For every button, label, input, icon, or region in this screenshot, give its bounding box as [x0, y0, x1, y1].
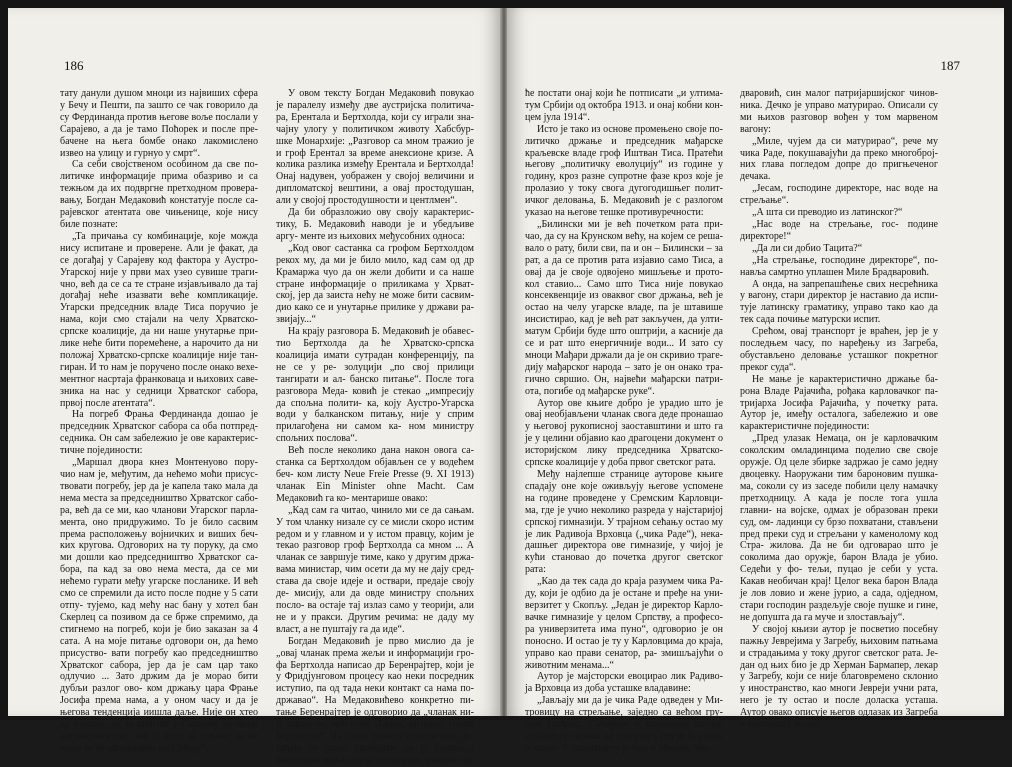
paragraph: „На стрељање, господине директоре“, по- навља самртно уплашен Миле Брадваровић. — [740, 254, 938, 278]
paragraph: ће постати онај који ће потписати „и ултима- тум Србији од октобра 1913. и онај кобни кон- цем јула 1914“. — [525, 88, 723, 123]
paragraph: Са себи својственом особином да све по- литичке информације прима обазриво и са тежњом да их подвргне претходном провера- вању, Богдан Медаковић констатује после са- рајевског атентата ове чињенице, које нису биле познате: — [60, 159, 258, 230]
right-page-column-2 — [740, 88, 938, 731]
paragraph: „Пред улазак Немаца, он је карловачким соколским омладинцима поделио све своје оружје. Од целе збирке задржао је само једну двоцевку. Наоружани тим бароновим пушка- ма, соколи су из заседе побили целу намачку претходницу. А када је после тога ушла главни- на војске, одмах је образован преки суд, ом- ладинци су брзо похватани, стављени пред преки суд и стрељани у каменолому код Стра- жилова. Да не би одговарао што је соколима дао оружје, барон Влада је убио. Седећи у фо- тељи, пуцао је себи у уста. Какав необичан крај! Целог века барон Влада је лов ловио и жене јурио, а сада, одједном, стари господин раздељује своје пушке и гине, не допушта да га муче и злостављају“. — [740, 433, 938, 623]
paragraph: тату данули душом мноци из највиших сфера у Бечу и Пешти, па зашто се чак говорило да су Фердинанда против његове воље послали у Сарајево, а да је тамо Поћорек и после пре- бачене на њега бомбе онако лакомислено извео на улицу и гурнуо у смрт“. — [60, 88, 258, 159]
paragraph: „Маршал двора кнез Монтенуово пору- чио нам је, међутим, да нећемо моћи присус- твовати погребу, јер да је капела тако мала да нема места за председништво Хрватског сабо- ра, већ да се ми, као чланови Угарског парла- мента, оно придружимо. То је било сасвим према расположењу војничких и виших беч- ких кругова. Одговорих на ту поруку, да смо ми дошли као председништво Хрватског са- бора, па кад за ово нема места, да се ми нећемо гурати међу угарске посланике. И већ смо се спремили да исто после подне у 5 сати отпу- тујемо, кад мећу нас бану у хотел бан Скерлец са позивом да се брже спремимо, да стигнемо на погреб, који је био заказан за 4 сата. А на моје питање одговори он, да ћемо присуство- вати погребу као председништво Хрватског сабора, јер да је сам цар тако одлучио ... Зато држим да је морао бити дубљи разлог ово- ком држању цара Фрање Јосифа према нама, а у оном часу и да је његова тенденција иишла даље. Није он хтео да покаже, да за атентат у Сарајеву не чини одговорним нас, већ је хтео да покаже да не чини за то одговорном ни Србију“. — [60, 457, 258, 754]
paragraph: „Јављају ми да је чика Раде одведен у Ми- тровицу на стрељање, заједно са већом гру- пом грађана. Сабијени у марвеном вагону, стајали су сатима на отвореној прузи без воде и хране. У транспорту је био и Милета Бра- — [525, 695, 723, 754]
paragraph: Не мање је карактеристично држање ба- рона Владе Рајачића, рођака карловачког па- тријарха Јосифа Рајачића, у почетку рата. Аутор је, имеђу осталога, забележио и ове карактеристичне појединости: — [740, 373, 938, 433]
paragraph: „Јесам, господине директоре, нас воде на стрељање“. — [740, 183, 938, 207]
paragraph: „Нас воде на стрељање, гос- подине директоре!“ — [740, 218, 938, 242]
paragraph: Богдан Медаковић је прво мислио да је „овај чланак према жељи и информацији гро- фа Бертхолда написао др Беренрајтер, који је у Фридјунговом процесу као неки посредник иступио, па од тада неки контакт са нама по- државао“. На Медаковићево конкретно пи- тање Беренрајтер је одговорио да „чланак ни- је писао он, већ гроф Лицов, интимус грофа Бертхолда“. Из даљег развоја политичких до- гађаја се јасно сагледати да је Бертхолд постепено мењао своје политичко држање: он — [276, 635, 474, 766]
paragraph: Да би образложио ову своју карактерис- тику, Б. Медаковић наводи је и убедљиве аргу- менте из њихових међусобних односа: — [276, 207, 474, 242]
paragraph: „Кад сам га читао, чинило ми се да сањам. У том чланку низале су се мисли скоро истим редом и у главном и у истом правцу, којим је текао разговор гроф Бертхолда са мном ... А чланак се завршује тиме, како у другим држа- вама министар, чим осети да му не дају сред- става да своје идеје и оствари, предаје своју де- мисију, али да овде министру спољних посло- ва остаје тај излаз само у теорији, али не и у пракси. Другим речима: не даду му власт, а не пуштају га да иде“. — [276, 504, 474, 635]
paragraph: дваровић, син малог патријаршијског чинов- ника. Дечко је управо матурирао. Описали су ми њихов разговор вођен у том марвеном вагону: — [740, 88, 938, 135]
paragraph: Аутор је мајсторски евоцирао лик Радиво- ја Врховца из доба усташке владавине: — [525, 671, 723, 695]
left-page — [8, 8, 501, 766]
paragraph: У својој књизи аутор је посветио посебну пажњу Јеврејима у Загребу, њиховим патњама и страдањима у току другог светског рата. Је- дан од њих био је др Херман Бармапер, лекар у Загребу, који се није благовремено склонио у иностранство, као многи Јевреји учни рата, него је ту остао и после доласка усташа. Аутор овако описује његов одлазак из Загреба и растанак с њиме: — [740, 623, 938, 731]
paragraph: Већ после неколико дана након овога са- станка са Бертхолдом објављен се у водећем беч- ком листу Neue Freie Presse (9. XI 1913) чланак Ein Minister ohne Macht. Сам Медаковић га ко- ментарише овако: — [276, 445, 474, 504]
paragraph: Аутор ове књиге добро је урадио што је овај необјављени чланак свога деде пронашао у његовој рукописној заоставштини и што га је у целини објавио као драгоцени документ о историјском лику председника Хрватско- српске коалиције у доба првог светског рата. — [525, 397, 723, 469]
left-page-column-2 — [276, 88, 474, 767]
page-number-left: 186 — [64, 58, 84, 73]
paragraph: „Код овог састанка са грофом Бертхолдом рекох му, да ми је било мило, кад сам од др Крамаржа чуо да он жели добити и са наше стране информације о приликама у Хрват- ској, јер да заиста нећу не може бити сасвим- дио како се и унутарње прилике у држави ра- звијају...“ — [276, 242, 474, 326]
paragraph: А онда, на запрепашћење свих несрећника у вагону, стари директор је наставио да испи- тује латинску граматику, управо тако као да тек сада почиње матурски испит. — [740, 278, 938, 326]
right-page — [507, 8, 1004, 754]
paragraph: На погреб Фрања Фердинанда дошао је председник Хрватског сабора са оба потпред- седника. Он сам забележио је ове карактерис- тичне појединости: — [60, 409, 258, 457]
paragraph: „Миле, чујем да си матурирао“, рече му чика Раде, покушавајући да преко многоброј- них глава погледом допре до пригњеченог дечака. — [740, 135, 938, 183]
paragraph: У овом тексту Богдан Медаковић повукао је паралелу између две аустријска политича- ра, Ерентала и Бертхолда, који су играли зна- чајну улогу у политичком животу Хабсбур- шке Монархије: „Разговор са мном тражио је и гроф Ерентал за време анексионе кризе. А колика разлика између Ерентала и Бертхолда! Онај надувен, уображен у својој величини и дипломатској вештини, а овај простодушан, али у својој простодушности и центлмен“. — [276, 88, 474, 207]
left-page-column-1 — [60, 88, 258, 755]
right-page-column-1 — [525, 88, 723, 755]
paragraph: Међу најлепше странице ауторове књиге спадају оне које оживљују његове успомене на године проведене у Сремским Карловци- ма, где је учио неколико разреда у најстаријој српској гимназији. У трајном сећању остао му је лик Радивоја Врховца („чика Раде“), нека- дашњег директора ове гимназије, у чијој је кући становао до почетка другог светског рата: — [525, 469, 723, 576]
paragraph: „Та причања су комбинације, које можда нису испитане и проверене. Али је факат, да се догађај у Сарајеву код фактора у Аустро- Угарској није у први мах узео сувише траги- чно, већ да се са те стране изјављивало да тај догађај неће изазвати веће компликације. Угарски председник владе Тиса поручио је нама, који смо стајали на челу Хрватско- српске коалиције, да ни наше унутарње при- лике неће бити поремећене, а нарочито да ни положај Хрватско-српске коалиције није тан- гиран. И то нам је поручено после онако вехе- ментног насртаја франковаца и њихових саве- зника на нас у седници Хрватског сабора, првој после атентата“. — [60, 230, 258, 409]
paragraph: Срећом, овај транспорт је враћен, јер је у последњем часу, по наређењу из Загреба, обустављено деловање усташког покретног преког суда“. — [740, 326, 938, 373]
paragraph: „Да ли си добио Тацита?“ — [752, 242, 863, 254]
paragraph: „Као да тек сада до краја разумем чика Ра- ду, који је одбио да је остане и пређе на уни- верзитет у Скопљу. „Један је директор Карло- вачке гимназије у целом Српству, а професо- ра универзитета има пуно“, одговорио је он поносно. И остао је ту у Карловцима до краја, управо као прави сенатор, ра- змишљајући о животним менама...“ — [525, 576, 723, 671]
paragraph: „Билински ми је већ почетком рата при- чао, да су на Крунском већу, на којем се реша- вало о рату, били сви, па и он – Билински – за рат, а да се против рата изјавио само Тиса, а овај да је своје одвојено мишљење и прото- кол ставио... Само што Тиса није повукао консеквенције из оваквог свог држања, већ је остао на челу угарске владе, па је штавише инсистирао, кад је већ рат закључен, да улти- матум Србији буде што оштрији, а касније да се и рат што енергичније води... И зато су мноци Мађари држали да је он скривио траге- дију мађарског народа – зато је он онако тра- гично свршио. Он, највећи мађарски патри- ота, погибе од мађарске руке“. — [525, 218, 723, 397]
paragraph: На крају разговора Б. Медаковић је обавес- тио Бертхолда да ће Хрватско-српска коалиција имати сутрадан конференцију, па не се у ре- золуцији „по свој прилици тангирати и ал- банско питање“. После тога разговора Меда- ковић је стекао „импресију да спољна полити- ка, коју Аустро-Угарска води у балканском питању, није у сприм прилагођена ни самом ка- ном министру спољних послова“. — [276, 326, 474, 445]
paragraph: „А шта си преводио из латинског?“ — [752, 207, 903, 219]
page-number-right: 187 — [940, 58, 960, 73]
paragraph: Исто је тако из основе промењено своје по- литичко држање и председник мађарске краљевске владе гроф Иштван Тиса. Пратећи његову „политичку еволуцију“ из године у годину, кроз разне супротне фазе кроз које је пролазио у току свога дугогодишњег полит- ичког деловања, Б. Медаковић је с разлогом указао на његове тешке противуречности: — [525, 123, 723, 219]
